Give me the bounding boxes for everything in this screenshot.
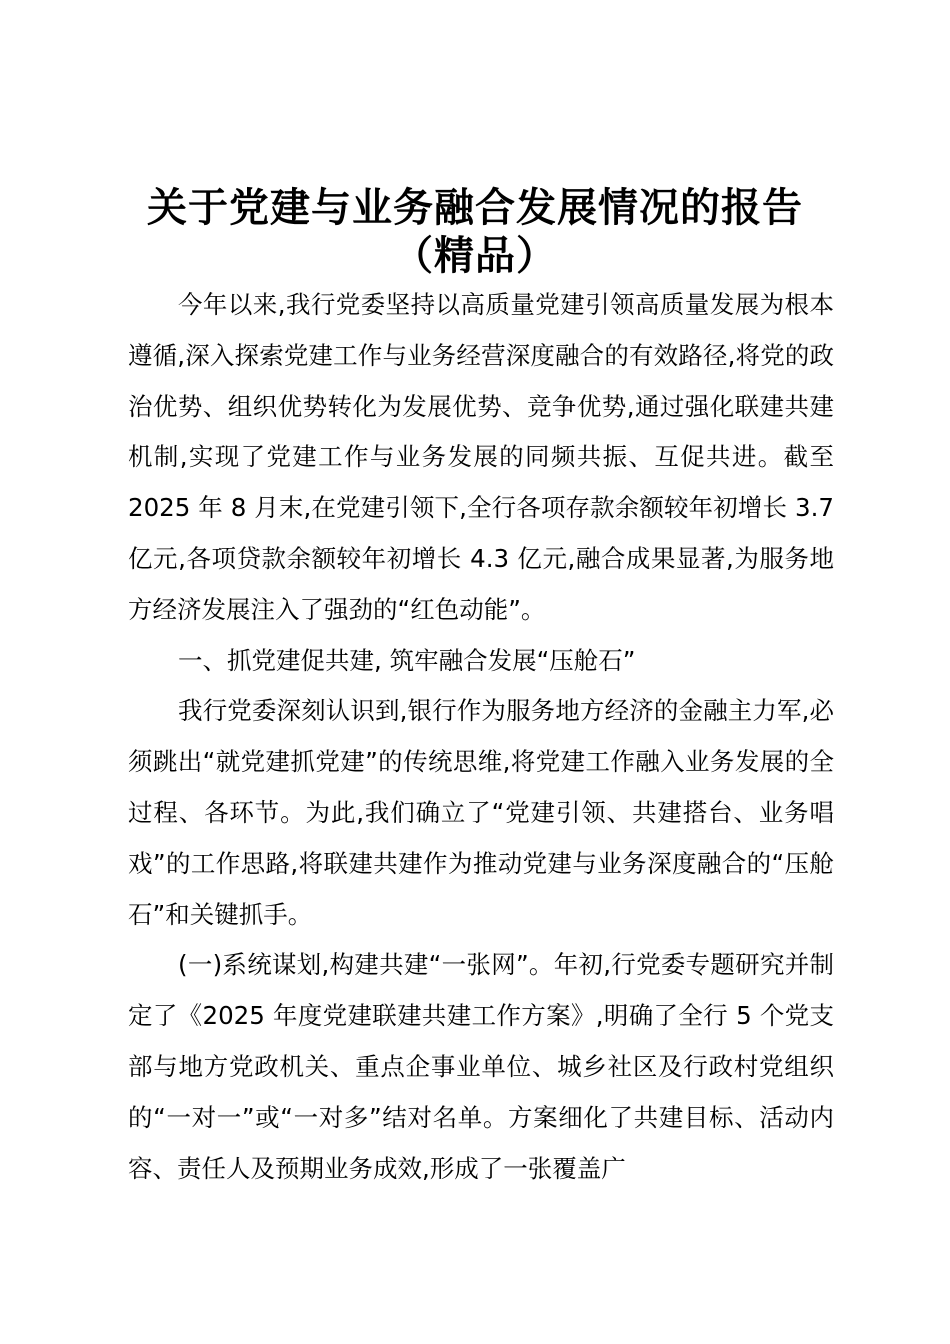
section-heading: 一、抓党建促共建, 筑牢融合发展“压舱石”	[178, 645, 636, 675]
document-title: 关于党建与业务融合发展情况的报告	[147, 184, 803, 231]
section-paragraph: 我行党委深刻认识到,银行作为服务地方经济的金融主力军,必须跳出“就党建抓党建”的传统思维,将党建工作融入业务发展的全过程、各环节。为此,我们确立了“党建引领、共建搭台、业务唱戏”的工作思路,将联建共建作为推动党建与业务深度融合的“压舱石”和关键抓手。	[128, 696, 834, 929]
document-subtitle: （精品）	[393, 232, 557, 279]
intro-paragraph: 今年以来,我行党委坚持以高质量党建引领高质量发展为根本遵循,深入探索党建工作与业务经营深度融合的有效路径,将党的政治优势、组织优势转化为发展优势、竞争优势,通过强化联建共建机制,实现了党建工作与业务发展的同频共振、互促共进。截至 2025 年 8 月末,在党建引领下,全行各项存款余额较年初增长 3.7 亿元,各项贷款余额较年初增长 4.3 亿元,融合成果显著,为服务地方经济发展注入了强劲的“红色动能”。	[128, 290, 834, 624]
document-body	[128, 280, 834, 1194]
subsection-paragraph: (一)系统谋划,构建共建“一张网”。年初,行党委专题研究并制定了《2025 年度党建联建共建工作方案》,明确了全行 5 个党支部与地方党政机关、重点企事业单位、城乡社区及行政村党组织的“一对一”或“一对多”结对名单。方案细化了共建目标、活动内容、责任人及预期业务成效,形成了一张覆盖广	[128, 950, 834, 1183]
